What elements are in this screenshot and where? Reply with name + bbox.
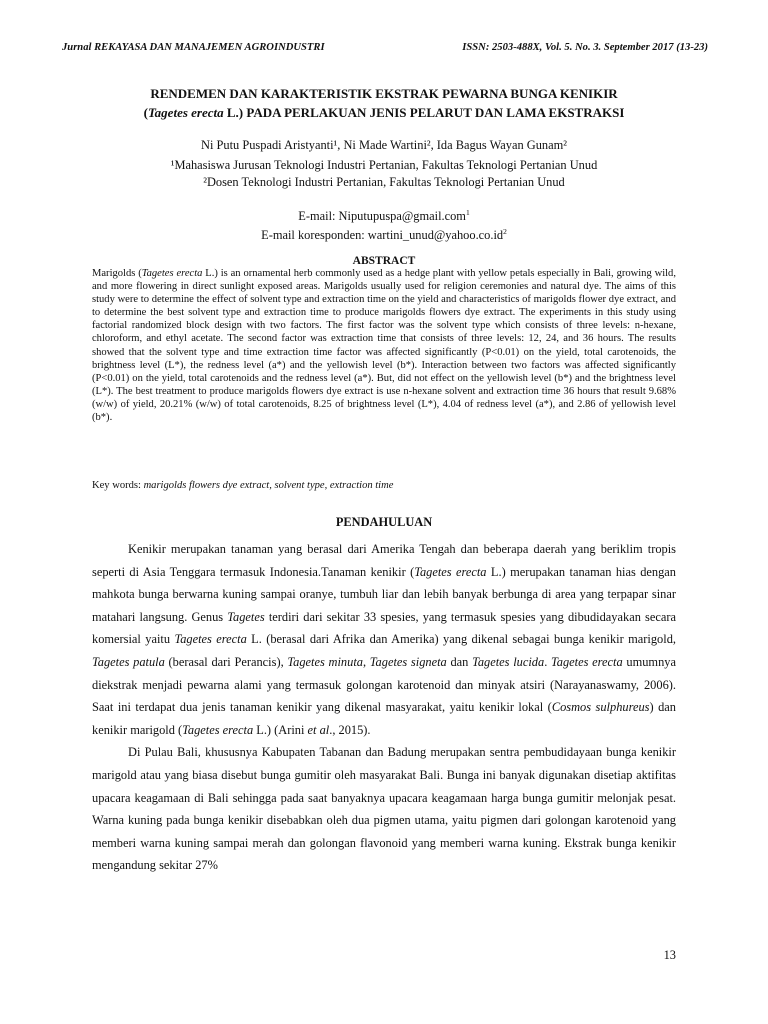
title-species: Tagetes erecta xyxy=(147,105,224,120)
email-2: E-mail koresponden: $wartini\_unud@yahoo.co.id^2$ xyxy=(261,227,507,243)
keywords xyxy=(92,479,676,493)
paragraph-2: Di Pulau Bali, khususnya Kabupaten Tabanan dan Badung merupakan sentra pembudidayaan bunga kenikir marigold atau yang biasa disebut bunga gumitir oleh masyarakat Bali. Bunga ini banyak digunakan disetiap aktifitas upacara keagamaan di Bali sehingga pada saat banyaknya upacara keagamaan harga bunga gumitir melonjak pesat. Warna kuning pada bunga kenikir disebabkan oleh dua pigmen utama, yaitu pigmen dari golongan karotenoid yang memberi warna kuning sampai merah dan golongan flavonoid yang memberi warna kuning. Ekstrak bunga kenikir mengandung sekitar 27% xyxy=(92,745,676,873)
page-number: 13 xyxy=(663,948,676,962)
email-1: E-mail: Niputupuspa@gmail.com$^1$ xyxy=(298,208,470,224)
author-list: Ni Putu Puspadi Aristyanti¹, Ni Made Wartini², Ida Bagus Wayan Gunam² xyxy=(201,138,567,152)
abstract-heading: ABSTRACT xyxy=(352,255,416,267)
title-line-1: RENDEMEN DAN KARAKTERISTIK EKSTRAK PEWARNA BUNGA KENIKIR xyxy=(150,86,618,101)
running-header xyxy=(62,42,708,53)
paper-title xyxy=(80,84,688,122)
paragraph-1: Kenikir merupakan tanaman yang berasal dari Amerika Tengah dan beberapa daerah yang beriklim tropis seperti di Asia Tenggara termasuk Indonesia.Tanaman kenikir (Tagetes erecta L.) merupakan tanaman hias dengan mahkota bunga berwarna kuning sampai oranye, tumbuh liar dan lebih banyak berbunga di area yang terpapar sinar matahari langsung. Genus Tagetes terdiri dari sekitar 33 spesies, yang termasuk spesies yang dibudidayakan secara komersial yaitu Tagetes erecta L. (berasal dari Afrika dan Amerika) yang dikenal sebagai bunga kenikir marigold, Tagetes patula (berasal dari Perancis), Tagetes minuta, Tagetes signeta dan Tagetes lucida. Tagetes erecta umumnya diekstrak menjadi pewarna alami yang termasuk golongan karotenoid dan minyak atsiri (Narayanaswamy, 2006). Saat ini terdapat dua jenis tanaman kenikir yang dikenal masyarakat, yaitu kenikir lokal (Cosmos sulphureus) dan kenikir marigold (Tagetes erecta L.) (Arini et al., 2015). xyxy=(92,542,676,737)
issn-info: ISSN: 2503-488X, Vol. 5. No. 3. September 2017 (13-23) xyxy=(462,42,708,53)
affiliation-2: ²Dosen Teknologi Industri Pertanian, Fakultas Teknologi Pertanian Unud xyxy=(203,175,565,189)
keywords-list: marigolds flowers dye extract, solvent type, extraction time xyxy=(143,480,394,491)
affiliation-1: ¹Mahasiswa Jurusan Teknologi Industri Pertanian, Fakultas Teknologi Pertanian Unud xyxy=(170,158,598,172)
title-line-2: (Tagetes erecta L.) PADA PERLAKUAN JENIS PELARUT DAN LAMA EKSTRAKSI xyxy=(143,105,625,120)
section-heading: PENDAHULUAN xyxy=(335,515,433,529)
keywords-label: Key words: xyxy=(92,480,144,491)
body-text xyxy=(92,538,676,877)
contact-emails xyxy=(80,205,688,243)
abstract-text: Marigolds (Tagetes erecta L.) is an ornamental herb commonly used as a hedge plant with yellow petals especially in Bali, growing wild, and more flowering in direct sunlight exposed areas. Marigolds usually used for religion ceremonies and natural dye. The aims of this study were to determine the effect of solvent type and extraction time on the yield and characteristics of marigolds flower dye extract, and to determine the best solvent type and extraction time to produce marigolds flowers dye extract. The experiments in this study using factorial randomized block design with two factors. The first factor was the solvent type which consists of three levels: n-hexane, chloroform, and ethyl acetate. The second factor was extraction time that consists of three levels: 12, 24, and 36 hours. The results showed that the solvent type and time extraction time factor was affected significantly (P<0.01) on the yield, total carotenoids, the brightness level (L*), the redness level (a*) and the yellowish level (b*). Interaction between two factors was affected significantly (P<0.01) on the yield, total carotenoids and the redness level (a*). But, did not effect on the yellowish level (b*) and the brightness level (L*). The best treatment to produce marigolds flowers dye extract is use n-hexane solvent and extraction time 36 hours that result 9.68% (w/w) of yield, 20.21% (w/w) of total carotenoids, 8.25 of brightness level (L*), 4.04 of redness level (a*), and 2.86 of yellowish level (b*). xyxy=(92,268,676,424)
affiliations xyxy=(80,157,688,191)
journal-name: Jurnal REKAYASA DAN MANAJEMEN AGROINDUSTRI xyxy=(62,42,325,53)
